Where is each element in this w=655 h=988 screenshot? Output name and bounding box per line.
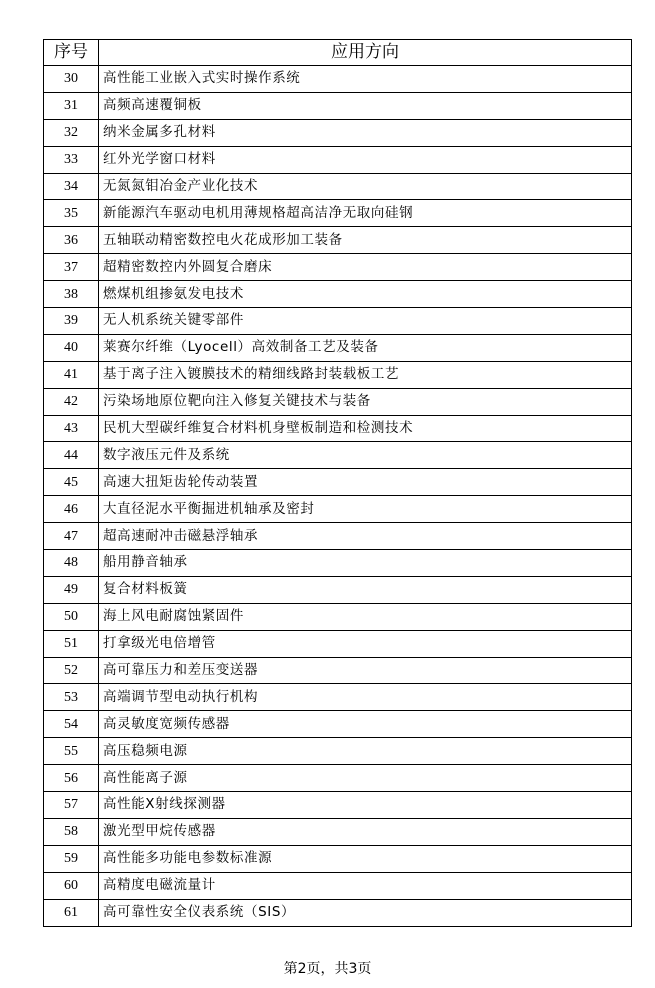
table-row: [44, 550, 632, 577]
table-row: [44, 603, 632, 630]
serial-number-cell: 41: [44, 361, 99, 388]
application-direction-cell: 莱赛尔纤维（Lyocell）高效制备工艺及装备: [99, 334, 632, 361]
serial-number-cell: 55: [44, 738, 99, 765]
application-direction-cell: 五轴联动精密数控电火花成形加工装备: [99, 227, 632, 254]
application-direction-cell: 高可靠压力和差压变送器: [99, 657, 632, 684]
table-row: [44, 119, 632, 146]
serial-number-cell: 58: [44, 818, 99, 845]
header-serial-number: 序号: [44, 40, 99, 66]
serial-number-cell: 46: [44, 496, 99, 523]
application-direction-cell: 高灵敏度宽频传感器: [99, 711, 632, 738]
serial-number-cell: 49: [44, 576, 99, 603]
application-direction-cell: 激光型甲烷传感器: [99, 818, 632, 845]
table-row: [44, 792, 632, 819]
serial-number-cell: 40: [44, 334, 99, 361]
application-direction-cell: 数字液压元件及系统: [99, 442, 632, 469]
table-row: [44, 845, 632, 872]
application-direction-cell: 高频高速覆铜板: [99, 92, 632, 119]
serial-number-cell: 56: [44, 765, 99, 792]
application-direction-cell: 高压稳频电源: [99, 738, 632, 765]
serial-number-cell: 47: [44, 523, 99, 550]
table-header: [44, 40, 632, 66]
serial-number-cell: 54: [44, 711, 99, 738]
serial-number-cell: 61: [44, 899, 99, 926]
serial-number-cell: 53: [44, 684, 99, 711]
table-row: [44, 92, 632, 119]
table-row: [44, 630, 632, 657]
serial-number-cell: 38: [44, 281, 99, 308]
table-row: [44, 415, 632, 442]
table-row: [44, 146, 632, 173]
application-direction-cell: 超精密数控内外圆复合磨床: [99, 254, 632, 281]
table-row: [44, 765, 632, 792]
application-direction-cell: 高精度电磁流量计: [99, 872, 632, 899]
serial-number-cell: 45: [44, 469, 99, 496]
application-direction-cell: 污染场地原位靶向注入修复关键技术与装备: [99, 388, 632, 415]
serial-number-cell: 60: [44, 872, 99, 899]
table-row: [44, 738, 632, 765]
application-direction-cell: 基于离子注入镀膜技术的精细线路封装载板工艺: [99, 361, 632, 388]
table-row: [44, 899, 632, 926]
application-direction-table: [43, 39, 632, 927]
table-row: [44, 818, 632, 845]
application-direction-cell: 高性能离子源: [99, 765, 632, 792]
serial-number-cell: 50: [44, 603, 99, 630]
table-row: [44, 334, 632, 361]
application-direction-cell: 高性能多功能电参数标准源: [99, 845, 632, 872]
application-direction-cell: 高性能X射线探测器: [99, 792, 632, 819]
serial-number-cell: 48: [44, 550, 99, 577]
table-row: [44, 388, 632, 415]
table-row: [44, 173, 632, 200]
table-row: [44, 657, 632, 684]
application-direction-cell: 纳米金属多孔材料: [99, 119, 632, 146]
application-direction-cell: 打拿级光电倍增管: [99, 630, 632, 657]
application-direction-cell: 高性能工业嵌入式实时操作系统: [99, 66, 632, 93]
application-direction-cell: 无人机系统关键零部件: [99, 308, 632, 335]
table-row: [44, 281, 632, 308]
table-row: [44, 711, 632, 738]
table-row: [44, 872, 632, 899]
serial-number-cell: 57: [44, 792, 99, 819]
serial-number-cell: 42: [44, 388, 99, 415]
header-row: [44, 40, 632, 66]
table-row: [44, 523, 632, 550]
serial-number-cell: 39: [44, 308, 99, 335]
serial-number-cell: 36: [44, 227, 99, 254]
serial-number-cell: 32: [44, 119, 99, 146]
table-row: [44, 684, 632, 711]
application-direction-cell: 燃煤机组掺氨发电技术: [99, 281, 632, 308]
table-row: [44, 254, 632, 281]
table-row: [44, 200, 632, 227]
application-direction-cell: 超高速耐冲击磁悬浮轴承: [99, 523, 632, 550]
serial-number-cell: 31: [44, 92, 99, 119]
serial-number-cell: 43: [44, 415, 99, 442]
application-direction-cell: 船用静音轴承: [99, 550, 632, 577]
application-direction-cell: 民机大型碳纤维复合材料机身壁板制造和检测技术: [99, 415, 632, 442]
application-direction-cell: 高端调节型电动执行机构: [99, 684, 632, 711]
serial-number-cell: 37: [44, 254, 99, 281]
serial-number-cell: 51: [44, 630, 99, 657]
serial-number-cell: 44: [44, 442, 99, 469]
application-direction-cell: 新能源汽车驱动电机用薄规格超高洁净无取向硅钢: [99, 200, 632, 227]
table-row: [44, 361, 632, 388]
table-row: [44, 66, 632, 93]
application-direction-cell: 复合材料板簧: [99, 576, 632, 603]
table-row: [44, 496, 632, 523]
table-row: [44, 308, 632, 335]
application-direction-cell: 高速大扭矩齿轮传动装置: [99, 469, 632, 496]
serial-number-cell: 52: [44, 657, 99, 684]
table-row: [44, 576, 632, 603]
table-body: [44, 66, 632, 927]
header-application-direction: 应用方向: [99, 40, 632, 66]
serial-number-cell: 30: [44, 66, 99, 93]
serial-number-cell: 33: [44, 146, 99, 173]
serial-number-cell: 35: [44, 200, 99, 227]
table-row: [44, 227, 632, 254]
serial-number-cell: 34: [44, 173, 99, 200]
table-row: [44, 442, 632, 469]
application-direction-cell: 大直径泥水平衡掘进机轴承及密封: [99, 496, 632, 523]
application-direction-cell: 高可靠性安全仪表系统（SIS）: [99, 899, 632, 926]
table-row: [44, 469, 632, 496]
application-direction-cell: 海上风电耐腐蚀紧固件: [99, 603, 632, 630]
application-direction-cell: 红外光学窗口材料: [99, 146, 632, 173]
serial-number-cell: 59: [44, 845, 99, 872]
page-footer: 第2页，共3页: [283, 961, 372, 977]
application-direction-cell: 无氮氮钼冶金产业化技术: [99, 173, 632, 200]
